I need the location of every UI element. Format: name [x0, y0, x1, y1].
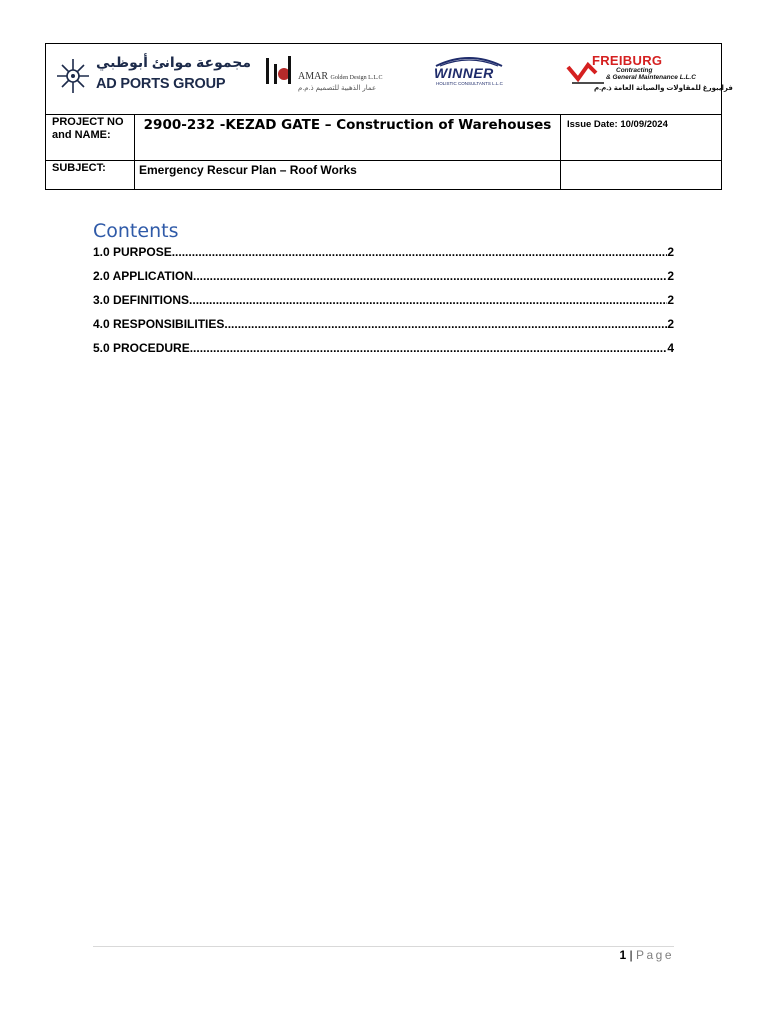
ad-ports-english-name: AD PORTS GROUP — [96, 76, 226, 92]
project-label-cell — [46, 114, 135, 160]
amar-suffix: Golden Design L.L.C — [330, 75, 383, 81]
toc-entry-purpose[interactable] — [93, 245, 674, 269]
ad-ports-emblem-icon — [56, 56, 90, 96]
toc-leader-dots — [172, 245, 668, 259]
toc-entry-page: 2 — [667, 245, 674, 259]
toc-leader-dots — [190, 341, 668, 355]
subject-text: Emergency Rescur Plan – Roof Works — [139, 163, 357, 177]
toc-entry-page: 4 — [667, 341, 674, 355]
toc-entry-page: 2 — [667, 293, 674, 307]
document-header-table — [45, 43, 733, 190]
issue-date-cell — [561, 114, 722, 160]
amar-arabic-name: عمار الذهبية للتصميم ذ.م.م — [298, 85, 377, 92]
ad-ports-group-logo — [56, 54, 251, 99]
project-title-cell — [135, 114, 561, 160]
toc-entry-label: 5.0 PROCEDURE — [93, 341, 190, 355]
issue-date: Issue Date: 10/09/2024 — [567, 119, 668, 130]
winner-name: WINNER — [434, 65, 494, 81]
toc-entry-definitions[interactable] — [93, 293, 674, 317]
logo-row — [46, 44, 733, 115]
empty-cell — [561, 160, 722, 190]
toc-entry-page: 2 — [667, 269, 674, 283]
freiburg-line2: & General Maintenance L.L.C — [606, 74, 696, 81]
freiburg-arabic-name: فرايبورغ للمقاولات والصيانة العامة ذ.م.م — [594, 85, 733, 92]
page-number: 1 — [619, 948, 627, 962]
winner-subtitle: HOLISTIC CONSULTANTS L.L.C — [436, 81, 503, 86]
subject-cell — [135, 160, 561, 190]
page-footer — [619, 948, 674, 962]
page-separator: | — [629, 948, 633, 962]
toc-entry-label: 2.0 APPLICATION — [93, 269, 194, 283]
toc-leader-dots — [224, 317, 667, 331]
page-word: Page — [635, 948, 674, 962]
toc-entry-label: 3.0 DEFINITIONS — [93, 293, 190, 307]
toc-leader-dots — [189, 293, 667, 307]
toc-entry-page: 2 — [667, 317, 674, 331]
amar-emblem-icon — [262, 52, 294, 92]
amar-logo — [262, 52, 382, 102]
winner-logo — [432, 54, 506, 94]
footer-divider — [93, 946, 674, 947]
toc-entry-procedure[interactable] — [93, 341, 674, 365]
ad-ports-arabic-name: مجموعة موانئ أبوظبي — [96, 54, 251, 70]
subject-label-cell — [46, 160, 135, 190]
toc-entry-application[interactable] — [93, 269, 674, 293]
toc-leader-dots — [193, 269, 667, 283]
amar-name-text: AMAR — [298, 71, 329, 82]
freiburg-logo — [566, 53, 733, 98]
contents-heading: Contents — [93, 220, 179, 242]
table-of-contents — [93, 245, 674, 365]
toc-entry-label: 4.0 RESPONSIBILITIES — [93, 317, 225, 331]
project-label: PROJECT NO and NAME: — [52, 116, 124, 141]
project-title: 2900-232 -KEZAD GATE – Construction of Warehouses — [143, 117, 552, 133]
subject-label: SUBJECT: — [52, 162, 106, 174]
amar-name — [298, 71, 383, 82]
freiburg-name: FREIBURG — [592, 53, 663, 68]
toc-entry-responsibilities[interactable] — [93, 317, 674, 341]
toc-entry-label: 1.0 PURPOSE — [93, 245, 172, 259]
subject-row — [46, 160, 721, 190]
project-row — [46, 114, 721, 161]
freiburg-line1: Contracting — [616, 67, 653, 74]
